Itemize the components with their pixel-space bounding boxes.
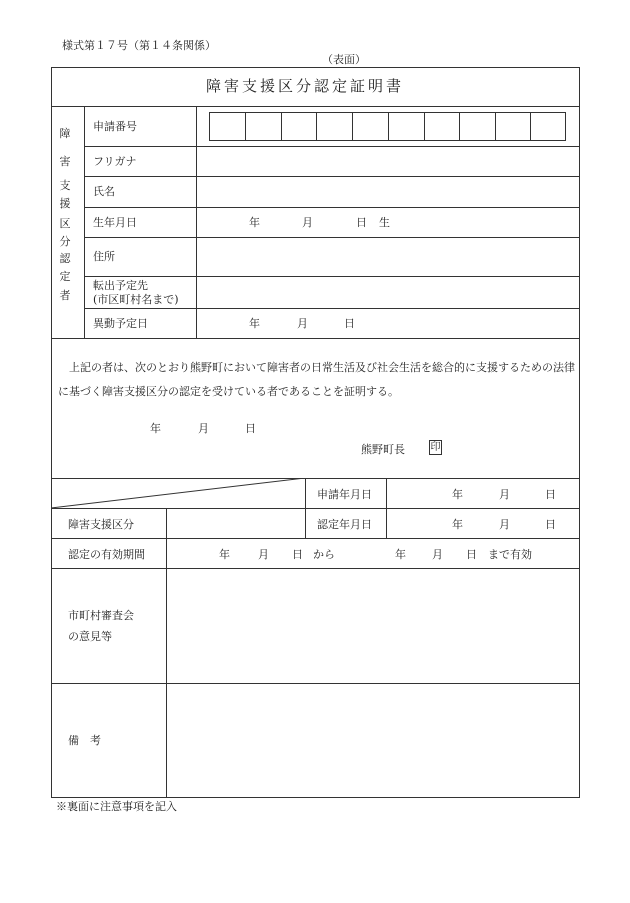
move-destination-sublabel: (市区町村名まで) xyxy=(93,293,179,306)
certified-date-label: 認定年月日 xyxy=(317,518,372,531)
certification-day: 日 xyxy=(245,422,256,435)
application-number-label: 申請番号 xyxy=(93,120,137,133)
date-label-left-divider xyxy=(305,478,306,538)
date-label-right-divider xyxy=(386,478,387,538)
section-label-char: 害 xyxy=(59,155,71,168)
section-label-char: 障 xyxy=(59,127,71,140)
section-label-char: 認 xyxy=(59,252,71,265)
digit-box-divider xyxy=(388,112,389,141)
lower-label-divider xyxy=(166,508,167,798)
section-label-divider xyxy=(84,106,85,338)
row-divider xyxy=(84,176,580,177)
section-label-char: 区 xyxy=(59,217,71,230)
signer-title: 熊野町長 xyxy=(361,443,405,456)
validity-to-year: 年 xyxy=(395,548,406,561)
validity-from-month: 月 xyxy=(258,548,269,561)
digit-box-divider xyxy=(530,112,531,141)
move-destination-label: 転出予定先 xyxy=(93,279,148,292)
certified-date-day: 日 xyxy=(545,518,556,531)
form-title: 障害支援区分認定証明書 xyxy=(206,77,405,95)
move-date-month: 月 xyxy=(297,317,308,330)
address-label: 住所 xyxy=(93,250,115,263)
diagonal-slash xyxy=(51,478,305,508)
footnote: ※裏面に注意事項を記入 xyxy=(56,800,177,813)
certified-date-month: 月 xyxy=(499,518,510,531)
digit-box-divider xyxy=(352,112,353,141)
move-date-year: 年 xyxy=(249,317,260,330)
section-label-char: 援 xyxy=(59,197,71,210)
form-number: 様式第１７号（第１４条関係） xyxy=(62,39,216,52)
section-label-char: 者 xyxy=(59,289,71,302)
row-divider xyxy=(51,508,580,509)
title-divider xyxy=(51,106,580,107)
name-label: 氏名 xyxy=(93,185,115,198)
validity-from: から xyxy=(313,548,335,561)
validity-to-month: 月 xyxy=(432,548,443,561)
validity-from-day: 日 xyxy=(292,548,303,561)
validity-from-year: 年 xyxy=(219,548,230,561)
application-date-month: 月 xyxy=(499,488,510,501)
move-date-label: 異動予定日 xyxy=(93,317,148,330)
row-divider xyxy=(51,568,580,569)
application-date-label: 申請年月日 xyxy=(317,488,372,501)
birthdate-day: 日 xyxy=(356,216,367,229)
application-date-year: 年 xyxy=(452,488,463,501)
digit-box-divider xyxy=(495,112,496,141)
row-divider xyxy=(51,683,580,684)
remarks-label: 備 考 xyxy=(68,734,101,747)
row-divider xyxy=(84,308,580,309)
move-date-day: 日 xyxy=(344,317,355,330)
application-date-day: 日 xyxy=(545,488,556,501)
digit-box-divider xyxy=(281,112,282,141)
category-label: 障害支援区分 xyxy=(68,518,134,531)
section-label-char: 支 xyxy=(59,179,71,192)
seal-mark: 印 xyxy=(430,442,441,453)
council-label-2: の意見等 xyxy=(68,630,112,643)
side-label: （表面） xyxy=(322,53,366,66)
section-divider xyxy=(51,338,580,339)
row-divider xyxy=(51,538,580,539)
section-label-char: 分 xyxy=(59,235,71,248)
digit-box-divider xyxy=(316,112,317,141)
birthdate-year: 年 xyxy=(249,216,260,229)
row-divider xyxy=(84,207,580,208)
validity-to-day: 日 xyxy=(466,548,477,561)
validity-to: まで有効 xyxy=(488,548,532,561)
certification-text: 上記の者は、次のとおり熊野町において障害者の日常生活及び社会生活を総合的に支援するための法律に基づく障害支援区分の認定を受けている者であることを証明する。 xyxy=(58,361,575,398)
certified-date-year: 年 xyxy=(452,518,463,531)
section-label-char: 定 xyxy=(59,270,71,283)
validity-label: 認定の有効期間 xyxy=(68,548,145,561)
birthdate-month: 月 xyxy=(302,216,313,229)
council-label: 市町村審査会 xyxy=(68,609,134,622)
birthdate-born: 生 xyxy=(379,216,390,229)
certification-month: 月 xyxy=(198,422,209,435)
digit-box-divider xyxy=(459,112,460,141)
furigana-label: フリガナ xyxy=(93,155,137,168)
row-divider xyxy=(84,146,580,147)
birthdate-label: 生年月日 xyxy=(93,216,137,229)
certification-year: 年 xyxy=(150,422,161,435)
row-divider xyxy=(84,276,580,277)
row-divider xyxy=(84,237,580,238)
digit-box-divider xyxy=(245,112,246,141)
digit-box-divider xyxy=(424,112,425,141)
field-label-divider xyxy=(196,106,197,338)
